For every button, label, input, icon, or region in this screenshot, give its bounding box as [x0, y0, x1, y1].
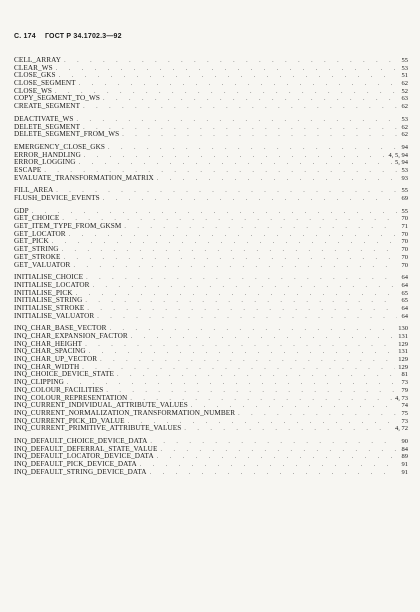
index-term: INQ_DEFAULT_LOCATOR_DEVICE_DATA: [14, 453, 154, 461]
index-term: DELETE_SEGMENT_FROM_WS: [14, 131, 120, 139]
index-term: INQ_CHAR_HEIGHT: [14, 340, 83, 348]
index-group: [14, 57, 408, 111]
index-group: [14, 116, 408, 139]
index-entry: [14, 187, 408, 195]
index-term: INQ_CLIPPING: [14, 379, 64, 387]
dot-leader: [59, 73, 397, 80]
dot-leader: [83, 104, 397, 111]
dot-leader: [122, 132, 397, 139]
index-page-ref: 131: [398, 333, 408, 340]
index-entry: [14, 290, 408, 298]
index-page-ref: 70: [401, 261, 408, 269]
dot-leader: [89, 349, 396, 356]
index-term: FLUSH_DEVICE_EVENTS: [14, 195, 100, 202]
index-term: INQ_CURRENT_INDIVIDUAL_ATTRIBUTE_VALUES: [14, 402, 188, 410]
dot-leader: [56, 188, 397, 195]
index-term: INQ_DEFAULT_PICK_DEVICE_DATA: [14, 461, 137, 468]
dot-leader: [82, 365, 395, 372]
index-term: INITIALISE_CHOICE: [14, 274, 84, 282]
index-entry: [14, 425, 408, 433]
page-number: С. 174: [14, 33, 36, 40]
index-entry: [14, 274, 408, 282]
index-entry: [14, 72, 408, 80]
index-entry: [14, 195, 408, 203]
index-entry: [14, 418, 408, 426]
dot-leader: [83, 125, 397, 132]
index-term: INQ_CHOICE_DEVICE_STATE: [14, 371, 114, 379]
index-page-ref: 65: [401, 297, 408, 305]
index-page-ref: 64: [401, 304, 408, 312]
index-entry: [14, 167, 408, 175]
dot-leader: [56, 66, 397, 73]
index-page-ref: 62: [401, 103, 408, 111]
index-group: [14, 144, 408, 182]
dot-leader: [130, 396, 392, 403]
index-term: EMERGENCY_CLOSE_GKS: [14, 143, 105, 151]
index-term: GET_ITEM_TYPE_FROM_GKSM: [14, 223, 122, 231]
dot-leader: [191, 403, 397, 410]
dot-leader: [131, 334, 395, 341]
index-entry: [14, 387, 408, 395]
dot-leader: [79, 160, 392, 167]
index-term: CLEAR_WS: [14, 64, 53, 72]
index-entry: [14, 348, 408, 356]
index-page-ref: 70: [401, 215, 408, 223]
dot-leader: [69, 232, 397, 239]
index-entry: [14, 88, 408, 96]
index-entry: [14, 453, 408, 461]
index-term: INQ_CURRENT_NORMALIZATION_TRANSFORMATION_NUMBER: [14, 409, 236, 417]
index-term: CLOSE_WS: [14, 87, 52, 95]
index-page-ref: 131: [398, 348, 408, 356]
index-page-ref: 93: [401, 174, 408, 182]
index-page-ref: 129: [398, 356, 408, 364]
index-entry: [14, 231, 408, 239]
index-page-ref: 91: [401, 461, 408, 468]
dot-leader: [110, 326, 396, 333]
dot-leader: [100, 357, 395, 364]
index-page-ref: 55: [401, 57, 408, 64]
index-term: INQ_COLOUR_REPRESENTATION: [14, 394, 128, 402]
index-entry: [14, 364, 408, 372]
index-term: INQ_CURRENT_PICK_ID_VALUE: [14, 417, 125, 425]
index-entry: [14, 305, 408, 313]
index-group: [14, 325, 408, 433]
index-term: INQ_CHAR_UP_VECTOR: [14, 356, 98, 364]
index-entry: [14, 254, 408, 262]
index-page-ref: 84: [401, 445, 408, 453]
index-entry: [14, 131, 408, 139]
dot-leader: [150, 439, 397, 446]
index-term: INQ_COLOUR_FACILITIES: [14, 386, 104, 394]
index-page-ref: 4, 5, 94: [388, 151, 408, 159]
index-term: INQ_DEFAULT_CHOICE_DEVICE_DATA: [14, 437, 148, 445]
index-entry: [14, 208, 408, 216]
index-page-ref: 70: [401, 238, 408, 246]
index-page-ref: 75: [401, 409, 408, 417]
index-entry: [14, 341, 408, 349]
dot-leader: [62, 247, 397, 254]
index-entry: [14, 159, 408, 167]
index-entry: [14, 469, 408, 477]
index-page-ref: 51: [401, 72, 408, 80]
index-term: ERROR_LOGGING: [14, 159, 76, 167]
index-entry: [14, 297, 408, 305]
index-term: GDP: [14, 207, 29, 215]
index-term: INITIALISE_LOCATOR: [14, 281, 90, 289]
index-entry: [14, 65, 408, 73]
dot-leader: [140, 462, 397, 469]
index-entry: [14, 438, 408, 446]
index-page-ref: 62: [401, 80, 408, 88]
index-list: [14, 57, 408, 481]
index-term: CLOSE_SEGMENT: [14, 80, 76, 88]
dot-leader: [157, 454, 397, 461]
index-page-ref: 81: [401, 371, 408, 379]
index-term: EVALUATE_TRANSFORMATION_MATRIX: [14, 174, 154, 182]
index-entry: [14, 215, 408, 223]
index-page-ref: 53: [401, 64, 408, 72]
standard-designation: ГОСТ Р 34.1702.3—92: [44, 33, 122, 40]
dot-leader: [108, 145, 397, 152]
index-page-ref: 65: [401, 289, 408, 297]
index-term: INQ_CHAR_BASE_VECTOR: [14, 325, 107, 333]
dot-leader: [52, 239, 397, 246]
index-entry: [14, 95, 408, 103]
index-page-ref: 69: [401, 195, 408, 202]
index-group: [14, 274, 408, 320]
dot-leader: [32, 209, 397, 216]
index-entry: [14, 116, 408, 124]
dot-leader: [106, 388, 397, 395]
dot-leader: [97, 314, 397, 321]
index-term: CREATE_SEGMENT: [14, 103, 81, 111]
index-page-ref: 4, 72: [395, 425, 408, 433]
index-term: INQ_DEFAULT_DEFERRAL_STATE_VALUE: [14, 445, 158, 453]
index-page-ref: 70: [401, 253, 408, 261]
index-page-ref: 73: [401, 379, 408, 387]
index-page-ref: 64: [401, 274, 408, 282]
index-entry: [14, 175, 408, 183]
index-page-ref: 4, 73: [395, 394, 408, 402]
index-page-ref: 55: [401, 207, 408, 215]
index-page-ref: 53: [401, 115, 408, 123]
index-entry: [14, 395, 408, 403]
dot-leader: [117, 372, 397, 379]
index-entry: [14, 461, 408, 469]
index-entry: [14, 124, 408, 132]
index-term: FILL_AREA: [14, 187, 54, 195]
index-term: INITIALISE_STROKE: [14, 304, 85, 312]
index-term: DELETE_SEGMENT: [14, 123, 81, 131]
index-page-ref: 63: [401, 95, 408, 103]
index-term: INITIALISE_STRING: [14, 297, 83, 305]
index-entry: [14, 402, 408, 410]
dot-leader: [73, 263, 397, 270]
dot-leader: [55, 89, 397, 96]
index-entry: [14, 103, 408, 111]
index-entry: [14, 238, 408, 246]
index-page-ref: 89: [401, 453, 408, 461]
index-page-ref: 5, 94: [395, 159, 408, 167]
dot-leader: [64, 58, 397, 65]
index-entry: [14, 446, 408, 454]
index-term: GET_PICK: [14, 238, 49, 246]
dot-leader: [76, 291, 397, 298]
dot-leader: [87, 306, 397, 313]
dot-leader: [79, 81, 397, 88]
index-page-ref: 129: [398, 363, 408, 371]
index-entry: [14, 410, 408, 418]
index-page-ref: 52: [401, 87, 408, 95]
index-page-ref: 62: [401, 131, 408, 139]
index-term: GET_CHOICE: [14, 215, 60, 223]
dot-leader: [157, 176, 397, 183]
index-page-ref: 73: [401, 417, 408, 425]
index-entry: [14, 57, 408, 65]
index-page-ref: 130: [398, 325, 408, 333]
index-term: ERROR_HANDLING: [14, 151, 81, 159]
index-term: DEACTIVATE_WS: [14, 115, 74, 123]
index-page-ref: 71: [401, 223, 408, 231]
index-entry: [14, 223, 408, 231]
dot-leader: [124, 224, 397, 231]
dot-leader: [62, 216, 397, 223]
index-entry: [14, 371, 408, 379]
index-page-ref: 70: [401, 230, 408, 238]
index-page-ref: 129: [398, 340, 408, 348]
dot-leader: [44, 168, 397, 175]
index-term: GET_LOCATOR: [14, 230, 66, 238]
index-term: GET_STRING: [14, 246, 59, 254]
index-page-ref: 94: [401, 143, 408, 151]
index-page-ref: 91: [401, 468, 408, 476]
index-page-ref: 62: [401, 123, 408, 131]
index-entry: [14, 379, 408, 387]
index-page-ref: 79: [401, 386, 408, 394]
index-term: CELL_ARRAY: [14, 57, 62, 64]
index-term: INQ_CHAR_WIDTH: [14, 363, 80, 371]
dot-leader: [86, 275, 397, 282]
index-term: CLOSE_GKS: [14, 72, 56, 80]
index-page-ref: 74: [401, 402, 408, 410]
dot-leader: [103, 196, 397, 203]
dot-leader: [103, 96, 397, 103]
dot-leader: [160, 447, 397, 454]
index-term: INITIALISE_VALUATOR: [14, 312, 95, 320]
index-term: INQ_CHAR_SPACING: [14, 348, 86, 356]
dot-leader: [85, 298, 397, 305]
index-term: ESCAPE: [14, 166, 42, 174]
index-entry: [14, 282, 408, 290]
index-entry: [14, 144, 408, 152]
index-entry: [14, 325, 408, 333]
dot-leader: [67, 380, 397, 387]
index-page-ref: 53: [401, 166, 408, 174]
index-group: [14, 208, 408, 270]
index-entry: [14, 333, 408, 341]
index-term: INQ_CURRENT_PRIMITIVE_ATTRIBUTE_VALUES: [14, 425, 182, 433]
index-group: [14, 438, 408, 476]
index-entry: [14, 356, 408, 364]
page-header: [14, 33, 129, 40]
dot-leader: [93, 283, 397, 290]
index-term: GET_STROKE: [14, 253, 61, 261]
index-entry: [14, 246, 408, 254]
index-entry: [14, 313, 408, 321]
index-term: INITIALISE_PICK: [14, 289, 73, 297]
index-group: [14, 187, 408, 202]
dot-leader: [238, 411, 397, 418]
dot-leader: [128, 419, 397, 426]
index-term: COPY_SEGMENT_TO_WS: [14, 95, 100, 103]
dot-leader: [184, 426, 392, 433]
index-entry: [14, 80, 408, 88]
index-entry: [14, 152, 408, 160]
dot-leader: [84, 153, 386, 160]
index-term: GET_VALUATOR: [14, 261, 71, 269]
dot-leader: [64, 255, 397, 262]
index-page-ref: 90: [401, 437, 408, 445]
index-entry: [14, 262, 408, 270]
index-term: INQ_DEFAULT_STRING_DEVICE_DATA: [14, 468, 147, 476]
dot-leader: [85, 342, 395, 349]
index-page-ref: 55: [401, 187, 408, 195]
index-term: INQ_CHAR_EXPANSION_FACTOR: [14, 333, 128, 340]
index-page-ref: 70: [401, 246, 408, 254]
index-page-ref: 64: [401, 312, 408, 320]
dot-leader: [150, 470, 397, 477]
dot-leader: [76, 117, 397, 124]
index-page-ref: 64: [401, 281, 408, 289]
